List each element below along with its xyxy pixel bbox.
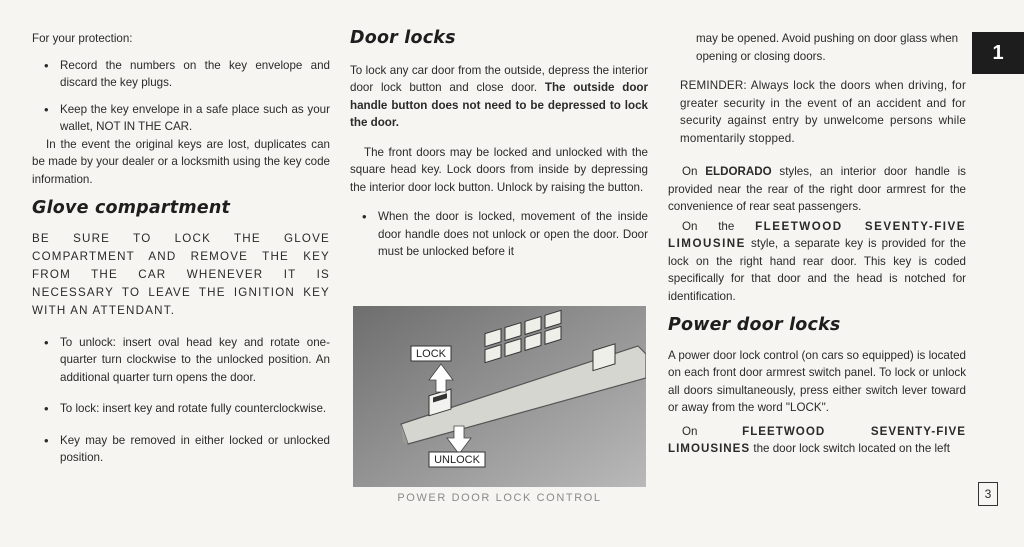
door-locks-paragraph-1 bbox=[350, 62, 648, 132]
fleetwood-model: FLEETWOOD SEVENTY-FIVE LIMOUSINE bbox=[668, 219, 966, 250]
door-locks-heading: Door locks bbox=[350, 28, 456, 48]
eldorado-post: styles, an interior door handle is provided near the rear of the right door armrest for the convenience of rear seat passengers. bbox=[668, 165, 966, 213]
door-locks-p1-bold: The outside door handle button does not need to be depressed to lock the door. bbox=[350, 81, 648, 129]
unlock-label: UNLOCK bbox=[434, 454, 480, 466]
door-locks-paragraph-2: The front doors may be locked and unlocked with the square head key. Lock doors from inside by depressing the interior door lock button. Unlock by raising the button. bbox=[350, 145, 648, 194]
glove-remove-key-bullet: • Key may be removed in either locked or unlocked position. bbox=[32, 432, 330, 467]
eldorado-paragraph bbox=[668, 163, 966, 216]
door-locks-bullet: • When the door is locked, movement of the inside door handle does not unlock or open the door. Door must be unlocked before it bbox=[350, 208, 648, 261]
figure-caption: POWER DOOR LOCK CONTROL bbox=[397, 492, 602, 504]
power-door-lock-figure bbox=[353, 306, 646, 487]
limousine-model: FLEETWOOD SEVENTY-FIVE LIMOUSINES bbox=[668, 424, 966, 455]
column-2 bbox=[350, 30, 648, 261]
section-tab: 1 bbox=[972, 32, 1024, 74]
lost-keys-paragraph: In the event the original keys are lost, duplicates can be made by your dealer or a locksmith using the key code information. bbox=[32, 137, 330, 186]
limousine-pre: On bbox=[682, 424, 698, 438]
door-locks-continuation: may be opened. Avoid pushing on door glass when opening or closing doors. bbox=[696, 32, 959, 63]
column-3 bbox=[668, 30, 966, 458]
reminder-paragraph: REMINDER: Always lock the doors when driving, for greater security in the event of an accident and for security against entry by unwelcome persons while momentarily stopped. bbox=[680, 79, 966, 145]
protection-intro: For your protection: bbox=[32, 32, 133, 45]
power-door-locks-paragraph: A power door lock control (on cars so equipped) is located on each front door armrest switch panel. To lock or unlock all doors simultaneously, press either switch lever toward or away from the word "LOCK". bbox=[668, 348, 966, 414]
limousine-post: the door lock switch located on the left bbox=[753, 442, 950, 455]
eldorado-model: ELDORADO bbox=[705, 165, 772, 178]
protection-bullet-1: • Record the numbers on the key envelope and discard the key plugs. bbox=[32, 57, 330, 92]
glove-compartment-heading: Glove compartment bbox=[32, 198, 231, 218]
glove-unlock-bullet: • To unlock: insert oval head key and rotate one-quarter turn clockwise to the unlocked position. An additional quarter turn opens the door. bbox=[32, 334, 330, 387]
fleetwood-post: style, a separate key is provided for the lock on the right hand rear door. This key is coded specifically for that door and the head is notched for identification. bbox=[668, 237, 966, 303]
glove-lock-bullet: • To lock: insert key and rotate fully counterclockwise. bbox=[32, 400, 330, 418]
fleetwood-pre: On the bbox=[682, 219, 735, 233]
protection-bullet-2: • Keep the key envelope in a safe place such as your wallet, NOT IN THE CAR. bbox=[32, 101, 330, 136]
glove-warning: BE SURE TO LOCK THE GLOVE COMPARTMENT AND REMOVE THE KEY FROM THE CAR WHENEVER IT IS NECESSARY TO LEAVE THE IGNITION KEY WITH AN ATTENDANT. bbox=[32, 231, 330, 317]
door-locks-p1-plain: To lock any car door from the outside, depress the interior door lock button and close door. bbox=[350, 63, 648, 94]
lock-label: LOCK bbox=[416, 348, 446, 360]
page-number: 3 bbox=[978, 482, 998, 506]
fleetwood-paragraph bbox=[668, 218, 966, 306]
power-door-locks-heading: Power door locks bbox=[668, 315, 841, 335]
eldorado-pre: On bbox=[682, 165, 698, 178]
column-1 bbox=[32, 30, 330, 467]
limousine-paragraph bbox=[668, 423, 966, 458]
